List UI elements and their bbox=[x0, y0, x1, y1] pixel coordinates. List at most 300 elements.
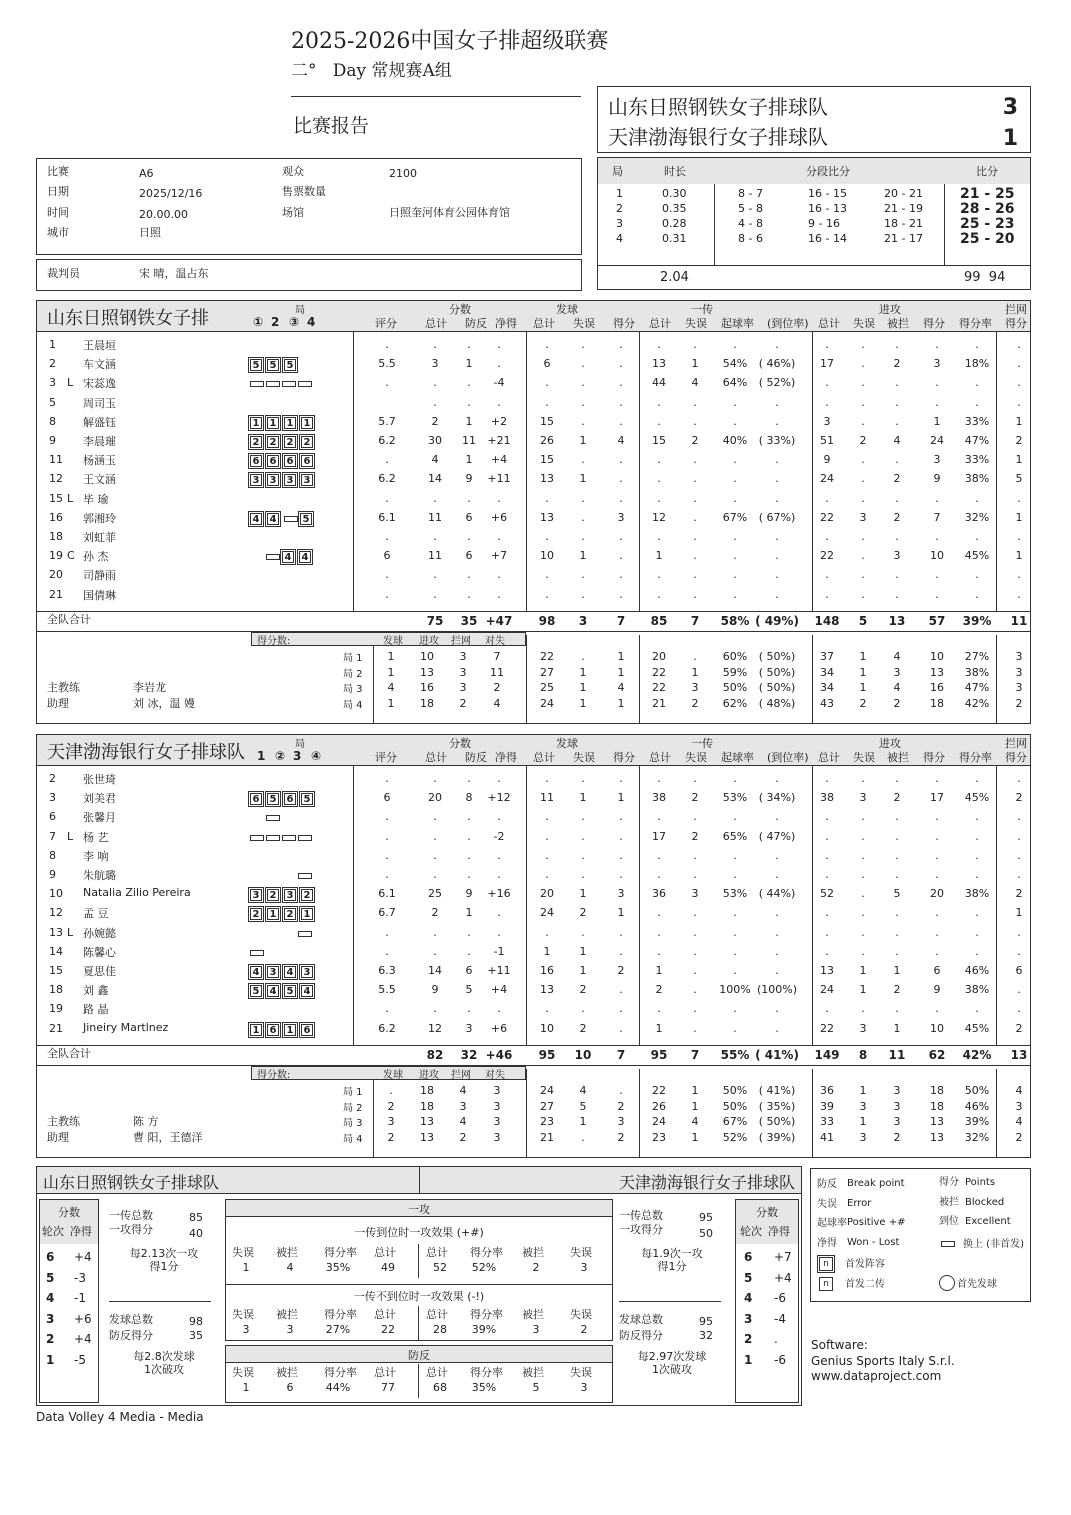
set-number: 3 bbox=[616, 217, 623, 230]
stat-st: . bbox=[545, 829, 549, 843]
stat-rpos: . bbox=[733, 944, 737, 958]
points-col-1: 进攻 bbox=[419, 1070, 439, 1081]
set-stat-ae: 1 bbox=[859, 650, 867, 663]
stat-re: . bbox=[693, 1002, 697, 1016]
stat-tot: . bbox=[433, 376, 437, 390]
set-points-d: 4 bbox=[493, 696, 501, 710]
starting-position-box: 2 bbox=[301, 889, 313, 901]
stat-rt: 13 bbox=[652, 357, 666, 371]
player-name: Jineiry Martlnez bbox=[83, 1020, 169, 1034]
stat-se: 2 bbox=[579, 983, 587, 997]
empty-marker bbox=[250, 554, 264, 560]
stat-bp: 6 bbox=[465, 549, 473, 563]
stat-tot: 9 bbox=[431, 983, 439, 997]
set-stat-st: 25 bbox=[540, 681, 554, 694]
stat-v: . bbox=[385, 772, 389, 785]
stat-ae: . bbox=[861, 357, 865, 371]
grid-val-1: 3 bbox=[286, 1323, 294, 1336]
team-name: 山东日照钢铁女子排 bbox=[47, 308, 209, 329]
stat-v: . bbox=[385, 944, 389, 958]
player-name: 张世琦 bbox=[83, 773, 116, 786]
set-stat-se: . bbox=[581, 1130, 585, 1144]
col-fa-total: 总计 bbox=[533, 751, 555, 764]
rotation-number: 4 bbox=[744, 1291, 753, 1305]
stat-v: . bbox=[385, 587, 389, 601]
stat-rexc: . bbox=[775, 395, 779, 409]
stat-at: 22 bbox=[820, 549, 834, 563]
stat-at: . bbox=[825, 395, 829, 409]
stat-se: 1 bbox=[579, 434, 587, 447]
starting-position-box: 3 bbox=[301, 474, 313, 486]
stat-rexc: ( 47%) bbox=[758, 829, 796, 843]
stat-ae: . bbox=[861, 568, 865, 582]
stat-rpos: 53% bbox=[722, 887, 748, 901]
assistant-name: 刘 冰，温 嫚 bbox=[133, 697, 195, 710]
starting-position-box: 5 bbox=[300, 513, 312, 525]
grid-val-3: 77 bbox=[381, 1381, 395, 1394]
stat-rexc: . bbox=[775, 925, 779, 939]
stat-ae: 3 bbox=[859, 510, 867, 524]
stat-bp: . bbox=[467, 376, 471, 390]
empty-marker bbox=[250, 815, 264, 821]
player-name: 杨 艺 bbox=[83, 830, 109, 844]
stat-st: . bbox=[545, 810, 549, 824]
col-ap: 得分 bbox=[923, 317, 945, 330]
stat-rt: . bbox=[657, 472, 661, 486]
stat-v: 6 bbox=[383, 549, 391, 563]
team-total-label: 全队合计 bbox=[47, 613, 91, 626]
starting-position-box: 3 bbox=[284, 474, 296, 486]
set-stat-rexc: ( 50%) bbox=[758, 681, 796, 694]
col-zongji: 总计 bbox=[425, 751, 447, 764]
set-points-d: 3 bbox=[493, 1099, 501, 1113]
set-points-a: 1 bbox=[387, 696, 395, 710]
starting-position-box: 3 bbox=[267, 966, 279, 978]
stat-wl: . bbox=[497, 925, 501, 939]
grid-val-0: 1 bbox=[242, 1261, 250, 1274]
set-partial-8: 4 - 8 bbox=[738, 217, 763, 230]
stat-ap: . bbox=[935, 772, 939, 785]
stat-wl: +6 bbox=[490, 1021, 508, 1035]
stat-bp: . bbox=[467, 568, 471, 582]
set-stat-ab: 3 bbox=[893, 665, 901, 679]
first-attack-box bbox=[225, 1199, 613, 1341]
spect-label: 观众 bbox=[282, 165, 304, 178]
city-value: 日照 bbox=[139, 226, 161, 239]
stat-st: . bbox=[545, 395, 549, 409]
stat-at: . bbox=[825, 906, 829, 920]
col-bk: 得分 bbox=[1005, 317, 1027, 330]
player-name: 宋蕊逸 bbox=[83, 377, 116, 391]
col-fenshu: 分数 bbox=[449, 303, 471, 316]
t2-serve-total-label: 发球总数 bbox=[619, 1313, 663, 1326]
stat-ab: 2 bbox=[893, 983, 901, 997]
grid-hdr-5: 得分率 bbox=[470, 1308, 503, 1321]
stat-ab: . bbox=[895, 587, 899, 601]
stat-rt: 1 bbox=[655, 549, 663, 563]
rot2-hdr-score: 分数 bbox=[756, 1206, 778, 1219]
stat-sp: . bbox=[619, 549, 623, 563]
stat-sp: . bbox=[619, 453, 623, 467]
stat-bk: 2 bbox=[1015, 1021, 1023, 1035]
grid-hdr-1: 被拦 bbox=[276, 1308, 298, 1321]
rotation-number: 1 bbox=[46, 1352, 55, 1367]
starting-position-box: 4 bbox=[284, 966, 296, 978]
stat-bk: . bbox=[1017, 868, 1021, 881]
rotation-net: -5 bbox=[74, 1352, 86, 1367]
stat-st: . bbox=[545, 1002, 549, 1016]
player-sets bbox=[250, 416, 318, 429]
stat-rt: . bbox=[657, 453, 661, 467]
col-divider bbox=[639, 635, 640, 723]
set-stat-ab: 2 bbox=[893, 696, 901, 710]
total-rt: 85 bbox=[650, 614, 668, 628]
rotation-number: 5 bbox=[46, 1270, 55, 1285]
stat-bk: 1 bbox=[1015, 510, 1023, 524]
stat-rt: 17 bbox=[652, 829, 666, 843]
player-row bbox=[37, 1001, 1030, 1020]
stat-re: . bbox=[693, 868, 697, 881]
col-re: 失误 bbox=[685, 751, 707, 764]
points-col-2: 拦网 bbox=[451, 1070, 471, 1081]
set-points-c: 3 bbox=[459, 681, 467, 694]
stat-rpos: . bbox=[733, 1002, 737, 1016]
stat-bk: 5 bbox=[1015, 472, 1023, 486]
date-label: 日期 bbox=[47, 185, 69, 198]
stat-apct: . bbox=[975, 338, 979, 351]
stat-at: . bbox=[825, 925, 829, 939]
stat-sp: . bbox=[619, 338, 623, 351]
legend-first-serve: 首先发球 bbox=[957, 1279, 997, 1290]
set-stat-ab: 3 bbox=[893, 1084, 901, 1097]
stat-rpos: . bbox=[733, 414, 737, 428]
set-number: 1 bbox=[616, 187, 623, 200]
stat-sp: . bbox=[619, 772, 623, 785]
stat-bk: 1 bbox=[1015, 453, 1023, 467]
total-ab: 13 bbox=[888, 614, 906, 628]
total-apct: 42% bbox=[962, 1048, 992, 1062]
stat-v: . bbox=[385, 453, 389, 467]
player-number: 9 bbox=[49, 434, 56, 447]
col-fa: 发球 bbox=[556, 303, 578, 316]
stat-rpos: 67% bbox=[722, 510, 748, 524]
points-label: 得分数: bbox=[257, 1070, 291, 1081]
legend-desc: Positive +# bbox=[847, 1217, 906, 1228]
rotation-net: +4 bbox=[74, 1250, 92, 1264]
set-points-a: 3 bbox=[387, 1115, 395, 1128]
stat-se: . bbox=[581, 491, 585, 505]
starting-position-box: 1 bbox=[301, 417, 313, 429]
player-row bbox=[37, 452, 1030, 471]
stat-at: 22 bbox=[820, 1021, 834, 1035]
set-stat-apct: 39% bbox=[964, 1115, 990, 1128]
stat-sp: . bbox=[619, 491, 623, 505]
rotation-net: -6 bbox=[774, 1291, 786, 1305]
set-stat-ap: 13 bbox=[930, 665, 944, 679]
stat-bk: . bbox=[1017, 810, 1021, 824]
starting-setter-icon: n bbox=[819, 1277, 833, 1291]
software-company: Genius Sports Italy S.r.l. bbox=[811, 1354, 955, 1368]
starting-position-box: 5 bbox=[250, 359, 262, 371]
player-name: 朱航璐 bbox=[83, 869, 116, 882]
substitute-marker bbox=[282, 835, 296, 841]
stat-wl: -2 bbox=[493, 829, 505, 843]
stat-bp: . bbox=[467, 395, 471, 409]
t2-per2: 得1分 bbox=[657, 1260, 687, 1273]
stat-st: . bbox=[545, 338, 549, 351]
points-col-3: 对失 bbox=[485, 1070, 505, 1081]
stat-bk: 6 bbox=[1015, 964, 1023, 977]
set-stat-rpos: 60% bbox=[722, 650, 748, 663]
player-row bbox=[37, 867, 1030, 886]
set-duration: 0.35 bbox=[662, 202, 687, 215]
set-stat-rexc: ( 50%) bbox=[758, 665, 796, 679]
set-number: 2 bbox=[616, 202, 623, 215]
col-pingfen: 评分 bbox=[375, 751, 397, 764]
stat-rpos: . bbox=[733, 587, 737, 601]
venue-value: 日照奎河体育公园体育馆 bbox=[389, 206, 510, 219]
grid-val-4: 28 bbox=[433, 1323, 447, 1336]
stat-rexc: . bbox=[775, 1002, 779, 1016]
total-ae: 8 bbox=[858, 1048, 868, 1062]
player-name: 车文涵 bbox=[83, 358, 116, 372]
set-stat-st: 21 bbox=[540, 1130, 554, 1144]
team-name: 天津渤海银行女子排球队 bbox=[47, 742, 245, 763]
stat-ap: . bbox=[935, 568, 939, 582]
stat-bk: . bbox=[1017, 848, 1021, 862]
set-stat-st: 24 bbox=[540, 1084, 554, 1097]
stat-ae: . bbox=[861, 1002, 865, 1016]
stat-ae: . bbox=[861, 868, 865, 881]
t1-per: 每2.13次一攻 bbox=[129, 1247, 199, 1260]
stat-se: . bbox=[581, 1002, 585, 1016]
stat-bp: . bbox=[467, 925, 471, 939]
grid-val-2: 35% bbox=[325, 1261, 351, 1274]
grid-hdr-6: 被拦 bbox=[522, 1246, 544, 1259]
player-name: 毕 瑜 bbox=[83, 492, 109, 506]
sets-total-duration: 2.04 bbox=[660, 270, 689, 285]
grid-val-2: 44% bbox=[325, 1381, 351, 1394]
stat-se: . bbox=[581, 376, 585, 390]
score-team1-sets: 3 bbox=[1002, 95, 1018, 120]
set-row-label: 局 3 bbox=[343, 684, 363, 695]
player-number: 21 bbox=[49, 1021, 63, 1035]
stat-v: . bbox=[385, 338, 389, 351]
stat-se: . bbox=[581, 848, 585, 862]
set-stat-se: 4 bbox=[579, 1084, 587, 1097]
col-divider bbox=[996, 1069, 997, 1157]
set-stat-rpos: 50% bbox=[722, 681, 748, 694]
t1-recv-total: 85 bbox=[189, 1211, 203, 1224]
starting-position-box: 4 bbox=[282, 551, 294, 563]
t1-serve-total-label: 发球总数 bbox=[109, 1313, 153, 1326]
set-stat-sp: 2 bbox=[617, 1130, 625, 1144]
set-row-label: 局 2 bbox=[343, 1102, 363, 1114]
assistant-label: 助理 bbox=[47, 697, 69, 710]
stat-se: . bbox=[581, 395, 585, 409]
stat-at: . bbox=[825, 1002, 829, 1016]
rotation-net: +4 bbox=[74, 1332, 92, 1346]
set-stat-ae: 1 bbox=[859, 665, 867, 679]
stat-tot: . bbox=[433, 491, 437, 505]
substitute-marker bbox=[298, 873, 312, 879]
total-at: 149 bbox=[814, 1048, 840, 1062]
stat-wl: +16 bbox=[487, 887, 511, 901]
player-number: 2 bbox=[49, 772, 56, 785]
t2-serve-per: 每2.97次发球 bbox=[637, 1350, 707, 1363]
stat-bp: 5 bbox=[465, 983, 473, 997]
stat-st: . bbox=[545, 376, 549, 390]
set-stat-rt: 26 bbox=[652, 1099, 666, 1113]
starting-position-box: 2 bbox=[301, 436, 313, 448]
player-number: 12 bbox=[49, 906, 63, 920]
grid-val-7: 2 bbox=[580, 1323, 588, 1336]
grid-val-4: 68 bbox=[433, 1381, 447, 1394]
stat-wl: . bbox=[497, 810, 501, 824]
stat-bp: 3 bbox=[465, 1021, 473, 1035]
set-row-label: 局 3 bbox=[343, 1118, 363, 1129]
set-stat-apct: 32% bbox=[964, 1130, 990, 1144]
set-points-c: 3 bbox=[459, 650, 467, 663]
col-re: 失误 bbox=[685, 317, 707, 330]
sets-divider bbox=[598, 265, 1030, 266]
set-stat-apct: 50% bbox=[964, 1084, 990, 1097]
stat-re: . bbox=[693, 848, 697, 862]
stat-rt: 44 bbox=[652, 376, 666, 390]
set-stat-rt: 24 bbox=[652, 1115, 666, 1128]
col-ap: 得分 bbox=[923, 751, 945, 764]
grid-hdr-6: 被拦 bbox=[522, 1308, 544, 1321]
footer-text: Data Volley 4 Media - Media bbox=[36, 1410, 204, 1424]
stat-tot: 2 bbox=[431, 414, 439, 428]
substitute-marker bbox=[266, 835, 280, 841]
stat-ap: . bbox=[935, 906, 939, 920]
player-sets bbox=[250, 946, 266, 959]
stat-bk: 1 bbox=[1015, 906, 1023, 920]
stat-rpos: . bbox=[733, 868, 737, 881]
stat-v: . bbox=[385, 848, 389, 862]
grid-hdr-4: 总计 bbox=[426, 1366, 448, 1379]
stat-ab: . bbox=[895, 376, 899, 390]
stat-ab: . bbox=[895, 453, 899, 467]
legend-box bbox=[810, 1168, 1031, 1302]
set-stat-ae: 1 bbox=[859, 681, 867, 694]
set-stat-rexc: ( 50%) bbox=[758, 1115, 796, 1128]
ref-label: 裁判员 bbox=[47, 267, 80, 280]
starting-position-box: 3 bbox=[267, 474, 279, 486]
set-points-c: 4 bbox=[459, 1115, 467, 1128]
set-stat-ap: 18 bbox=[930, 1084, 944, 1097]
stat-rexc: . bbox=[775, 587, 779, 601]
stat-se: . bbox=[581, 338, 585, 351]
summary-team2-name: 天津渤海银行女子排球队 bbox=[618, 1173, 795, 1192]
stat-re: . bbox=[693, 983, 697, 997]
player-number: 8 bbox=[49, 414, 56, 428]
total-rexc: ( 41%) bbox=[755, 1048, 799, 1062]
legend-key: 起球率 bbox=[817, 1218, 847, 1229]
set-marker: 3 bbox=[293, 749, 302, 763]
stat-rt: . bbox=[657, 906, 661, 920]
col-fa-pts: 得分 bbox=[613, 317, 635, 330]
total-at: 148 bbox=[814, 614, 840, 628]
stat-wl: +21 bbox=[487, 434, 511, 447]
set-points-d: 11 bbox=[490, 665, 504, 679]
coach-name: 陈 方 bbox=[133, 1115, 159, 1128]
assistant-name: 曹 阳，王德洋 bbox=[133, 1131, 203, 1144]
total-tot: 82 bbox=[426, 1048, 444, 1062]
stat-sp: 1 bbox=[617, 906, 625, 920]
stat-apct: . bbox=[975, 568, 979, 582]
starting-position-box: 5 bbox=[267, 793, 279, 805]
stat-v: . bbox=[385, 530, 389, 543]
stat-at: . bbox=[825, 810, 829, 824]
legend-key2: 得分 bbox=[939, 1177, 959, 1188]
stat-ae: . bbox=[861, 848, 865, 862]
set-marker: ② bbox=[275, 749, 286, 763]
stat-wl: . bbox=[497, 568, 501, 582]
grid-hdr-0: 失误 bbox=[232, 1246, 254, 1259]
col-jingde: 净得 bbox=[495, 751, 517, 764]
stat-apct: . bbox=[975, 376, 979, 390]
rotation-number: 2 bbox=[744, 1332, 753, 1346]
legend-desc: Won - Lost bbox=[847, 1236, 900, 1248]
substitute-marker bbox=[250, 835, 264, 841]
stat-apct: . bbox=[975, 587, 979, 601]
col-fa-err: 失误 bbox=[573, 751, 595, 764]
starting-position-box: 1 bbox=[301, 908, 313, 920]
stat-ap: . bbox=[935, 530, 939, 543]
set-points-c: 3 bbox=[459, 665, 467, 679]
stat-wl: . bbox=[497, 1002, 501, 1016]
set-stat-re: 4 bbox=[691, 1115, 699, 1128]
stat-wl: +4 bbox=[490, 453, 508, 467]
sets-divider bbox=[944, 184, 945, 265]
stat-re: . bbox=[693, 587, 697, 601]
player-row bbox=[37, 905, 1030, 924]
col-jingong: 进攻 bbox=[879, 737, 901, 750]
stat-rexc: . bbox=[775, 453, 779, 467]
stat-ab: . bbox=[895, 944, 899, 958]
set-points-c: 2 bbox=[459, 696, 467, 710]
total-re: 7 bbox=[690, 614, 700, 628]
col-yichuan: 一传 bbox=[691, 303, 713, 316]
player-name: 孟 豆 bbox=[83, 907, 109, 921]
stat-rexc: . bbox=[775, 906, 779, 920]
player-name: 司静雨 bbox=[83, 569, 116, 583]
stat-re: . bbox=[693, 453, 697, 467]
stat-ae: . bbox=[861, 414, 865, 428]
stat-tot: 14 bbox=[428, 964, 442, 977]
set-stat-ab: 3 bbox=[893, 1115, 901, 1128]
stat-ab: 2 bbox=[893, 357, 901, 371]
stat-wl: . bbox=[497, 587, 501, 601]
col-rexc: (到位率) bbox=[767, 751, 809, 764]
stat-rexc: (100%) bbox=[756, 983, 798, 997]
total-bp: 32 bbox=[460, 1048, 478, 1062]
score-team2-sets: 1 bbox=[1002, 126, 1018, 151]
stat-st: . bbox=[545, 925, 549, 939]
sets-hdr-set: 局 bbox=[612, 165, 623, 178]
player-number: 18 bbox=[49, 983, 63, 997]
stat-bk: . bbox=[1017, 983, 1021, 997]
stat-at: 24 bbox=[820, 983, 834, 997]
player-row bbox=[37, 1021, 1030, 1040]
stat-bp: . bbox=[467, 810, 471, 824]
set-stat-sp: 1 bbox=[617, 665, 625, 679]
stat-ae: . bbox=[861, 810, 865, 824]
set-points-d: 3 bbox=[493, 1115, 501, 1128]
stat-rt: . bbox=[657, 338, 661, 351]
